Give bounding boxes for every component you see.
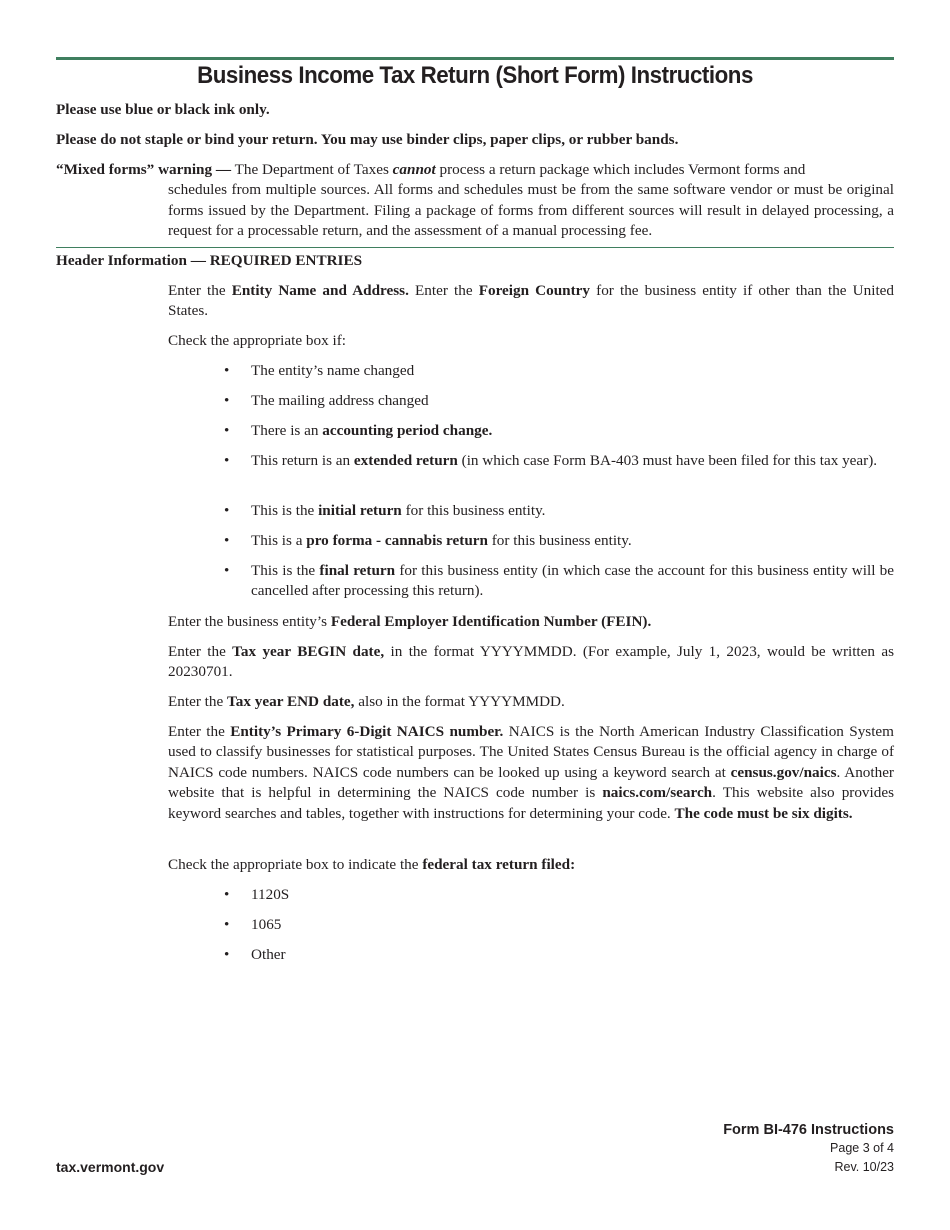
check-text: for this business entity (in which case the account for this business entity will be cancelled after processing this return). [251,562,895,600]
federal-option: 1065 [251,916,282,933]
check-text: for this business entity. [401,502,546,519]
footer-website: tax.vermont.gov [56,1159,165,1175]
naics-bold: The code must be six digits. [674,804,853,822]
warning-text: The Department of Taxes [231,161,393,178]
footer-page-number: Page 3 of 4 [830,1141,894,1155]
fein-text: Enter the business entity’s [168,613,331,630]
staple-note: Please do not staple or bind your return. You may use binder clips, paper clips, or rubber bands. [56,131,679,148]
warning-rest: schedules from multiple sources. All forms and schedules must be from the same software vendor or must be original forms issued by the Department. Filing a package of forms from different sources will result in delayed processing, a request for a processable return, and the assessment of a manual processing fee. [168,181,894,240]
page-title: Business Income Tax Return (Short Form) Instructions [197,62,753,89]
bullet-icon: • [224,946,230,963]
check-bold: extended return [353,452,458,469]
warning-text: process a return package which includes Vermont forms and [435,161,806,178]
bullet-icon: • [224,452,230,469]
check-bold: accounting period change. [322,422,493,439]
check-bold: pro forma - cannabis return [306,532,488,549]
bullet-icon: • [224,362,230,379]
begin-bold: Tax year BEGIN date, [232,643,385,660]
check-text: This is the [251,502,319,519]
check-bold: initial return [318,502,402,519]
ink-note: Please use blue or black ink only. [56,101,270,118]
federal-option: Other [251,946,286,963]
warning-cannot: cannot [392,161,436,178]
naics-text: . This website also provides keyword searches and tables, together with instructions for determining your code. [168,784,894,822]
fein-bold: Federal Employer Identification Number (FEIN). [330,613,652,630]
entity-name-address: Entity Name and Address. [231,282,409,299]
warning-label: “Mixed forms” warning — [56,161,232,178]
end-date-instruction [168,692,894,712]
check-text: This is the [251,562,320,579]
header-information-heading: Header Information — REQUIRED ENTRIES [56,252,363,269]
end-text: Enter the [168,693,228,710]
footer-revision: Rev. 10/23 [834,1160,894,1174]
begin-text: in the format YYYYMMDD. (For example, July 1, 2023, would be written as 20230701. [168,643,895,681]
bullet-icon: • [224,886,230,903]
entity-text: Enter the [408,282,479,299]
naics-instruction [168,722,894,824]
check-text: There is an [251,422,323,439]
check-bold: final return [319,562,396,579]
check-text: (in which case Form BA-403 must have been filed for this tax year). [457,452,878,469]
entity-text: Enter the [168,282,232,299]
end-bold: Tax year END date, [227,693,355,710]
mixed-forms-warning [56,160,894,242]
federal-option: 1120S [251,886,290,903]
naics-text: . Another website that is helpful in determining the NAICS code number is [168,763,894,802]
bullet-icon: • [224,392,230,409]
census-link: census.gov/naics [730,763,837,781]
check-pro-forma [251,531,894,551]
federal-bold: federal tax return filed: [422,856,576,873]
section-rule [56,247,894,248]
bullet-icon: • [224,502,230,519]
bullet-icon: • [224,422,230,439]
footer-form-title: Form BI-476 Instructions [723,1122,894,1138]
end-text: also in the format YYYYMMDD. [354,693,565,710]
check-name-changed: The entity’s name changed [251,362,415,379]
naics-bold: Entity’s Primary 6-Digit NAICS number. [230,723,504,740]
fein-instruction [168,612,894,632]
check-accounting-period [251,421,894,441]
entity-text: for the business entity if other than the United States. [168,282,894,320]
federal-return-instruction [168,855,894,875]
check-text: This return is an [251,452,354,469]
check-final-return [251,561,894,602]
check-initial-return [251,501,894,521]
check-intro: Check the appropriate box if: [168,332,346,349]
bullet-icon: • [224,532,230,549]
warning-first-line [56,160,894,180]
begin-text: Enter the [168,643,233,660]
naics-text: Enter the [168,723,231,740]
bullet-icon: • [224,916,230,933]
naics-text: NAICS is the North American Industry Classification System used to classify businesses for statistical purposes. The United States Census Bureau is the official agency in charge of NAICS code numbers. NAICS code numbers can be looked up using a keyword search at [168,723,894,781]
check-extended-return [251,451,894,471]
federal-text: Check the appropriate box to indicate the [168,856,423,873]
entity-instruction [168,281,894,322]
begin-date-instruction [168,642,894,683]
naics-link: naics.com/search [602,784,713,802]
foreign-country: Foreign Country [478,282,591,299]
check-text: This is a [251,532,307,549]
check-text: for this business entity. [487,532,632,549]
bullet-icon: • [224,562,230,579]
check-address-changed: The mailing address changed [251,392,429,409]
